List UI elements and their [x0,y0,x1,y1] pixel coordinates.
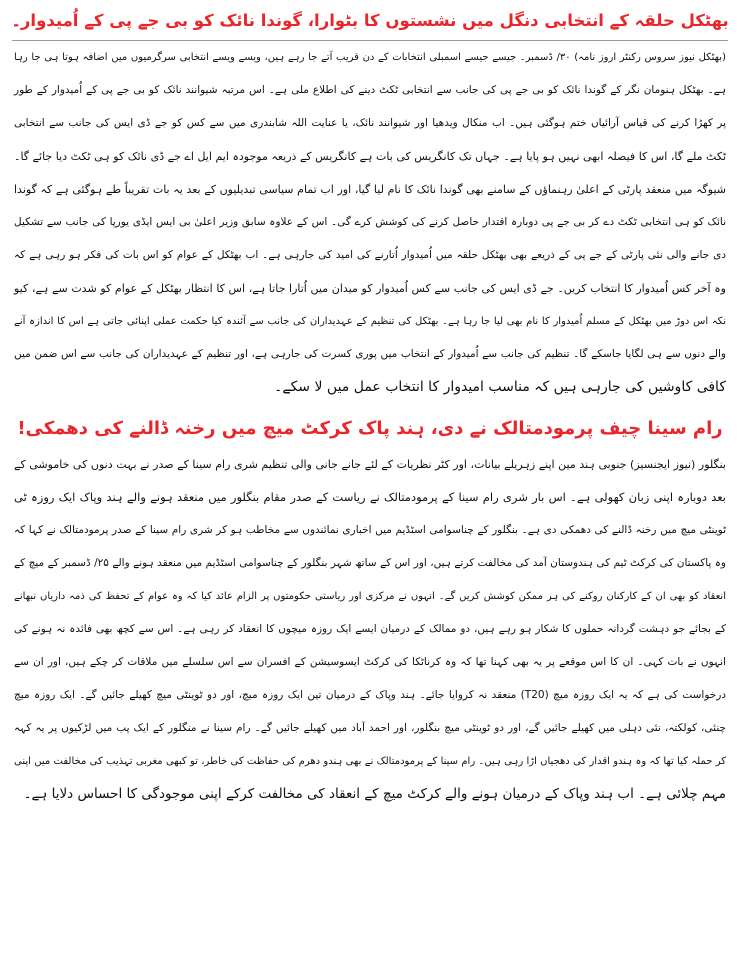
article-2-line: انعقاد کو بھی ان کے کارکنان روکنے کی ہر ممکن کوشش کریں گے۔ انہوں نے مرکزی اور ریاستی حکومتوں پر الزام عائد کیا کہ وہ عوام کے تحفظ کی ذمہ داریاں نبھانے [14,591,726,602]
article-1-line: شیوگہ میں منعقد پارٹی کے اعلیٰ رہنماؤں کے سامنے بھی گوندا نائک کا نام لیا گیا، اور اب تمام سیاسی تبدیلیوں کے بعد یہ بات تقریباً طے ہوگئی ہے کہ گوندا [14,183,726,196]
article-1-line: نکہ اس دوڑ میں بھٹکل کے مسلم اُمیدوار کا نام بھی لیا جا رہا ہے۔ بھٹکل کی تنظیم کے عہدیداران کی جانب سے آئندہ کیا حکمت عملی اپنائی جاتی ہے اس کا اندازہ آنے [14,316,726,327]
article-2-body [8,448,732,811]
article-1-line: کافی کاوشیں کی جارہی ہیں کہ مناسب امیدوار کا انتخاب عمل میں لا سکے۔ [274,379,726,395]
newspaper-page [0,2,740,962]
article-1-line: والے دنوں سے ہی لگایا جاسکے گا۔ تنظیم کی جانب سے اُمیدوار کے انتخاب میں پوری کسرت کی جارہی ہے، اور تنظیم کے عہدیداران کی جانب سے اس ضمن میں [14,348,726,360]
article-1-line: (بھٹکل نیوز سروس رکنٹر اروز نامہ) ۳۰/ ڈسمبر۔ جیسے جیسے اسمبلی انتخابات کے دن قریب آتے جا رہے ہیں، ویسے ویسے انتخابی سرگرمیوں میں اضافہ ہوتا ہی جا رہا [14,52,726,63]
article-2-line: درخواست کی ہے کہ یہ ایک روزہ میچ (T20) منعقد نہ کروایا جائے۔ ہند وپاک کے درمیان تین ایک روزہ میچ، اور دو ٹوینٹی میچ کھیلے جائیں گے۔ ایک روزہ میچ [14,689,727,701]
article-2-line: چنئی، کولکتہ، نئی دہلی میں کھیلے جائیں گے، اور دو ٹوینٹی میچ بنگلور، اور احمد آباد میں کھیلے جائیں گے۔ رام سینا نے منگلور کے ایک پب میں لڑکیوں پر یہ کہہ [14,722,726,734]
article-2-line: وہ پاکستان کی کرکٹ ٹیم کی ہندوستان آمد کی مخالفت کرتے ہیں، اور اس کے ساتھ شہر بنگلور کے چناسوامی اسٹڈیم میں منعقد ہونے والے ۲۵/ ڈسمبر کے میچ کے [14,557,726,569]
article-2-line: کر حملہ کیا تھا کہ وہ ہندو اقدار کی دھجیاں اڑا رہی ہیں۔ رام سینا کے پرمودمتالک نے بھی ہندو دھرم کی حفاظت کی خاطر، تو کبھی مغربی تہذیب کی مخالفت میں اپنی [14,756,726,767]
article-2-line: بنگلور (نیوز ایجنسیز) جنوبی ہند مین اپنے زہریلے بیانات، اور کٹر نظریات کے لئے جانے جانی والی تنظیم شری رام سینا کے صدر نے بہت دنوں کی خاموشی کے [14,458,726,471]
article-1-body [8,41,732,404]
article-2-headline: رام سینا چیف پرمودمتالک نے دی، ہند پاک کرکٹ میچ میں رخنہ ڈالنے کی دھمکی! [17,418,723,439]
article-1-line: نائک کو ہی انتخابی ٹکٹ دے کر بی جے پی دوبارہ اقتدار حاصل کرنے کی کوشش کرے گی۔ اس کے علاوہ سابق وزیر اعلیٰ بی ایس ایڈی یورپا کی جانب سے تشکیل [14,216,726,228]
article-1-headline: بھٹکل حلقہ کے انتخابی دنگل میں نشستوں کا بٹوارا، گوندا نائک کو بی جے پی کے اُمیدوار۔ [11,11,729,30]
article-2-line: کے بجائے جو دہشت گردانہ حملوں کا شکار ہو رہے ہیں، دو ممالک کے درمیان ایسے ایک روزہ میچوں کا انعقاد کر رہی ہے۔ اس سے کچھ بھی فائدہ نہ ہونے کی [14,623,726,635]
article-1-line: پر کھڑا کرنے کی قیاس آرائیاں ختم ہوگئی ہیں۔ اب منکال ویدھیا اور شیوانند نائک، یا عنایت اللہ شابندری میں سے کس کو جے ڈی ایس کی جانب سے انتخابی [14,117,726,129]
article-1-line: وہ آخر کس اُمیدوار کا انتخاب کریں۔ جے ڈی ایس کی جانب سے کس اُمیدوار کو میدان میں اُتارا جاتا ہے، اس کا انتظار بھٹکل کے عوام کو شدت سے ہے، کیو [14,282,726,295]
article-1-line: ٹکٹ ملے گا، اس کا فیصلہ ابھی نہیں ہو پایا ہے۔ جہاں تک کانگریس کی بات ہے کانگریس کے ذریعہ موجودہ ایم ایل اے جے ڈی نائک کو ہی ٹکٹ دیا جائے گا۔ [14,150,726,163]
article-2-line: مہم چلائی ہے۔ اب ہند وپاک کے درمیان ہونے والے کرکٹ میچ کے انعقاد کی مخالفت کرکے اپنی موجودگی کا احساس دلایا ہے۔ [23,786,726,802]
article-1-line: ہے۔ بھٹکل ہنومان نگر کے گوندا نائک کو بی جے پی کی جانب سے انتخابی ٹکٹ دینے کی اطلاع ملی ہے۔ اس مرتبہ شیوانند نائک کو بی جے پی کے اُمیدوار کے طور [14,84,726,96]
article-2-line: ٹوینٹی میچ میں رخنہ ڈالنے کی دھمکی دی ہے۔ بنگلور کے چناسوامی اسٹڈیم میں اخباری نمائندوں سے مخاطب ہو کر شری رام سینا کے صدر پرمودمتالک نے کہا کہ [14,524,726,536]
article-1-line: دی جانے والی نئی پارٹی کے جے پی کے ذریعے بھی بھٹکل حلقہ میں اُمیدوار اُتارنے کی امید کی جارہی ہے۔ اب بھٹکل کے عوام کو اس بات کی فکر ہو رہی ہے کہ [14,249,726,261]
article-2-line: انہوں نے بات کہی۔ ان کا اس موقعے پر یہ بھی کہنا تھا کہ وہ کرناٹکا کی کرکٹ ایسوسیشن کے افسران سے اس سلسلے میں ملاقات کر چکے ہیں، اور ان سے [14,656,726,668]
article-2-line: بعد دوبارہ اپنی زبان کھولی ہے۔ اس بار شری رام سینا کے پرمودمتالک نے ریاست کے صدر مقام بنگلور میں منعقد ہونے والے ہند وپاک ایک روزہ ٹی [14,490,726,504]
